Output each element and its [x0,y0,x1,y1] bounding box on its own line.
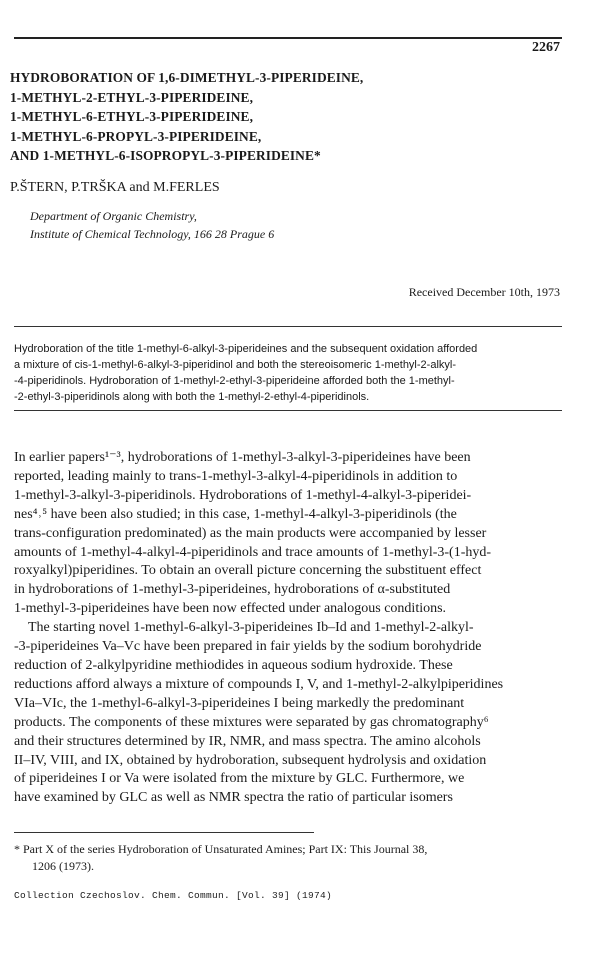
body-line: -3-piperideines Va–Vc have been prepared in fair yields by the sodium borohydride [14,639,482,655]
abstract-line: Hydroboration of the title 1-methyl-6-alkyl-3-piperideines and the subsequent oxidation afforded [14,343,478,355]
body-line: in hydroborations of 1-methyl-3-piperideines, hydroborations of α-substituted [14,582,451,598]
page-number: 2267 [532,40,560,55]
body-line: 1-methyl-3-piperideines have been now effected under analogous conditions. [14,601,447,617]
body-line: The starting novel 1-methyl-6-alkyl-3-piperideines Ib–Id and 1-methyl-2-alkyl- [28,620,474,636]
body-text [14,449,562,808]
body-line: and their structures determined by IR, NMR, and mass spectra. The amino alcohols [14,733,481,749]
title-line: 1-METHYL-6-PROPYL-3-PIPERIDEINE, [10,128,262,144]
header-rule [14,37,562,39]
footnote-line: 1206 (1973). [32,859,94,873]
footnote-line: * Part X of the series Hydroboration of Unsaturated Amines; Part IX: This Journal 38, [14,842,428,856]
journal-citation: Collection Czechoslov. Chem. Commun. [Vol. 39] (1974) [14,890,333,901]
body-line: reductions afford always a mixture of compounds I, V, and 1-methyl-2-alkylpiperidines [14,676,504,692]
body-line: VIa–VIc, the 1-methyl-6-alkyl-3-piperideines I being markedly the predominant [14,695,465,711]
affiliation [30,207,274,243]
body-line: reported, leading mainly to trans-1-methyl-3-alkyl-4-piperidinols in addition to [14,468,458,484]
title-line: 1-METHYL-6-ETHYL-3-PIPERIDEINE, [10,109,254,125]
affiliation-line: Institute of Chemical Technology, 166 28 Prague 6 [30,227,275,241]
body-line: In earlier papers¹⁻³, hydroborations of 1-methyl-3-alkyl-3-piperideines have been [14,450,471,465]
title-line: HYDROBORATION OF 1,6-DIMETHYL-3-PIPERIDEINE, [10,70,364,85]
body-line: have examined by GLC as well as NMR spectra the ratio of particular isomers [14,790,453,806]
title-line: 1-METHYL-2-ETHYL-3-PIPERIDEINE, [10,89,254,105]
abstract-top-rule [14,326,562,327]
body-line: 1-methyl-3-alkyl-3-piperidinols. Hydroborations of 1-methyl-4-alkyl-3-piperidei- [14,487,472,503]
affiliation-line: Department of Organic Chemistry, [30,209,197,223]
abstract-bottom-rule [14,410,562,411]
body-line: reduction of 2-alkylpyridine methiodides in aqueous sodium hydroxide. These [14,657,453,673]
body-line: of piperideines I or Va were isolated from the mixture by GLC. Furthermore, we [14,771,465,787]
abstract-line: -4-piperidinols. Hydroboration of 1-methyl-2-ethyl-3-piperideine afforded both the 1-methyl- [14,375,455,387]
body-line: nes⁴˒⁵ have been also studied; in this case, 1-methyl-4-alkyl-3-piperidinols (the [14,506,457,522]
received-date: Received December 10th, 1973 [408,285,560,299]
footnote [14,841,562,875]
article-title [10,68,570,166]
body-line: trans-configuration predominated) as the main products were accompanied by lesser [14,525,487,541]
body-line: II–IV, VIII, and IX, obtained by hydroboration, subsequent hydrolysis and oxidation [14,752,487,768]
body-line: products. The components of these mixtures were separated by gas chromatography⁶ [14,714,489,730]
title-line: AND 1-METHYL-6-ISOPROPYL-3-PIPERIDEINE* [10,148,321,164]
abstract [14,341,562,405]
abstract-line: -2-ethyl-3-piperidinols along with both the 1-methyl-2-ethyl-4-piperidinols. [14,391,370,403]
body-line: roxyalkyl)piperidines. To obtain an overall picture concerning the substituent effect [14,563,482,579]
body-line: amounts of 1-methyl-4-alkyl-4-piperidinols and trace amounts of 1-methyl-3-(1-hyd- [14,544,492,560]
abstract-line: a mixture of cis-1-methyl-6-alkyl-3-piperidinol and both the stereoisomeric 1-methyl-2-alkyl- [14,359,456,371]
authors: P.ŠTERN, P.TRŠKA and M.FERLES [10,180,220,195]
footnote-rule [14,832,314,833]
